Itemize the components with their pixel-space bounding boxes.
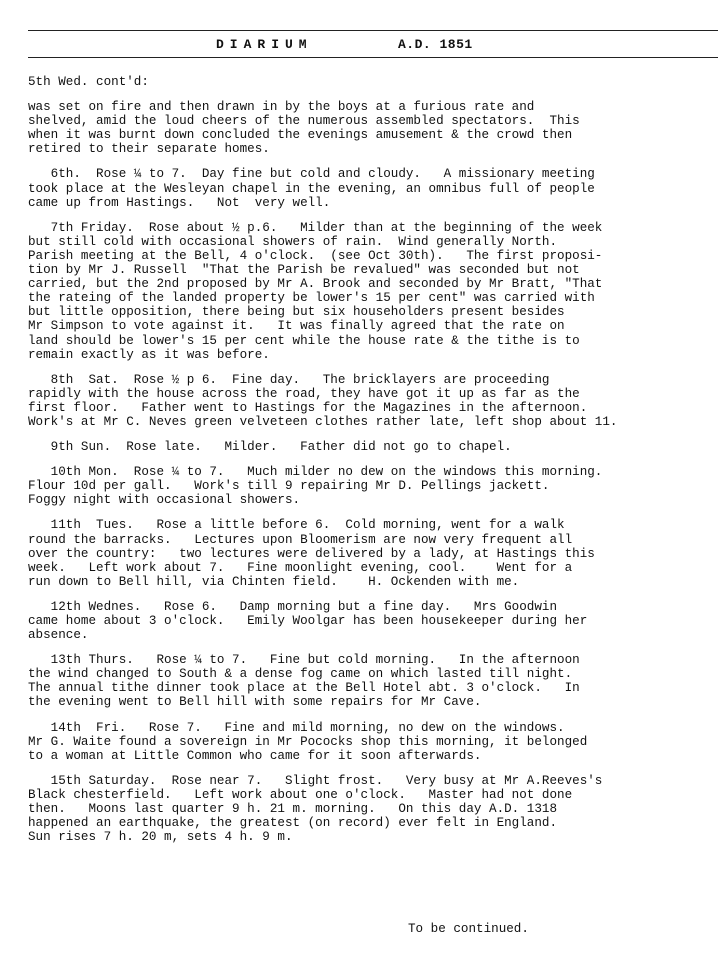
text-line: Work's at Mr C. Neves green velveteen clothes rather late, left shop about 11. — [28, 414, 618, 429]
diary-year: A.D. 1851 — [398, 37, 473, 52]
text-line: 14th Fri. Rose 7. Fine and mild morning, no dew on the windows. — [28, 720, 565, 735]
diary-entry — [28, 373, 718, 429]
text-line: Parish meeting at the Bell, 4 o'clock. (see Oct 30th). The first proposi- — [28, 248, 603, 263]
text-line: 6th. Rose ¼ to 7. Day fine but cold and cloudy. A missionary meeting — [28, 167, 595, 182]
text-line: the evening went to Bell hill with some repairs for Mr Cave. — [28, 695, 482, 710]
text-line: but still cold with occasional showers of rain. Wind generally North. — [28, 234, 558, 249]
text-line: was set on fire and then drawn in by the boys at a furious rate and — [28, 100, 535, 115]
diary-entry — [28, 653, 718, 709]
diary-text — [28, 75, 718, 855]
text-line: 8th Sat. Rose ½ p 6. Fine day. The bricklayers are proceeding — [28, 372, 550, 387]
text-line: 13th Thurs. Rose ¼ to 7. Fine but cold morning. In the afternoon — [28, 653, 580, 668]
text-line: Flour 10d per gall. Work's till 9 repairing Mr D. Pellings jackett. — [28, 479, 550, 494]
text-line: 9th Sun. Rose late. Milder. Father did not go to chapel. — [28, 440, 512, 455]
text-line: 7th Friday. Rose about ½ p.6. Milder than at the beginning of the week — [28, 220, 603, 235]
text-line: first floor. Father went to Hastings for the Magazines in the afternoon. — [28, 400, 588, 415]
text-line: 5th Wed. cont'd: — [28, 75, 149, 89]
text-line: land should be lower's 15 per cent while the house rate & the tithe is to — [28, 333, 580, 348]
text-line: happened an earthquake, the greatest (on record) ever felt in England. — [28, 816, 558, 831]
diary-title: DIARIUM — [216, 37, 313, 52]
text-line: when it was burnt down concluded the evenings amusement & the crowd then — [28, 128, 573, 143]
text-line: absence. — [28, 628, 89, 643]
diary-entry — [28, 465, 718, 507]
diary-entry — [28, 75, 718, 89]
text-line: 11th Tues. Rose a little before 6. Cold morning, went for a walk — [28, 518, 565, 533]
text-line: the rateing of the landed property be lower's 15 per cent" was carried with — [28, 291, 595, 306]
text-line: Foggy night with occasional showers. — [28, 493, 301, 508]
text-line: took place at the Wesleyan chapel in the evening, an omnibus full of people — [28, 181, 595, 196]
text-line: retired to their separate homes. — [28, 142, 270, 157]
header-rule-bottom — [28, 57, 718, 58]
text-line: round the barracks. Lectures upon Bloomerism are now very frequent all — [28, 532, 573, 547]
text-line: Mr Simpson to vote against it. It was finally agreed that the rate on — [28, 319, 565, 334]
header-rule-top — [28, 30, 718, 31]
text-line: tion by Mr J. Russell "That the Parish be revalued" was seconded but not — [28, 263, 580, 278]
text-line: 10th Mon. Rose ¼ to 7. Much milder no dew on the windows this morning. — [28, 465, 603, 480]
text-line: came up from Hastings. Not very well. — [28, 195, 331, 210]
diary-entry — [28, 167, 718, 209]
diary-entry — [28, 518, 718, 588]
text-line: The annual tithe dinner took place at the Bell Hotel abt. 3 o'clock. In — [28, 681, 580, 696]
diary-entry — [28, 440, 718, 454]
text-line: then. Moons last quarter 9 h. 21 m. morning. On this day A.D. 1318 — [28, 802, 558, 817]
text-line: over the country: two lectures were delivered by a lady, at Hastings this — [28, 546, 595, 561]
diary-entry — [28, 100, 718, 156]
text-line: Sun rises 7 h. 20 m, sets 4 h. 9 m. — [28, 830, 293, 845]
text-line: rapidly with the house across the road, they have got it up as far as the — [28, 386, 580, 401]
diary-entry — [28, 774, 718, 844]
text-line: 15th Saturday. Rose near 7. Slight frost. Very busy at Mr A.Reeves's — [28, 773, 603, 788]
text-line: Black chesterfield. Left work about one o'clock. Master had not done — [28, 787, 573, 802]
text-line: came home about 3 o'clock. Emily Woolgar has been housekeeper during her — [28, 614, 588, 628]
text-line: carried, but the 2nd proposed by Mr A. Brook and seconded by Mr Bratt, "That — [28, 277, 603, 292]
text-line: run down to Bell hill, via Chinten field. H. Ockenden with me. — [28, 574, 520, 589]
text-line: the wind changed to South & a dense fog came on which lasted till night. — [28, 667, 573, 682]
text-line: shelved, amid the loud cheers of the numerous assembled spectators. This — [28, 114, 580, 129]
text-line: 12th Wednes. Rose 6. Damp morning but a fine day. Mrs Goodwin — [28, 599, 558, 614]
text-line: remain exactly as it was before. — [28, 347, 270, 362]
diary-entry — [28, 221, 718, 362]
text-line: to a woman at Little Common who came for it soon afterwards. — [28, 748, 482, 763]
text-line: week. Left work about 7. Fine moonlight evening, cool. Went for a — [28, 560, 573, 575]
continued-note: To be continued. — [408, 922, 529, 936]
diary-entry — [28, 600, 718, 642]
text-line: Mr G. Waite found a sovereign in Mr Pococks shop this morning, it belonged — [28, 734, 588, 749]
text-line: but little opposition, there being but six householders present besides — [28, 305, 565, 320]
diary-entry — [28, 721, 718, 763]
